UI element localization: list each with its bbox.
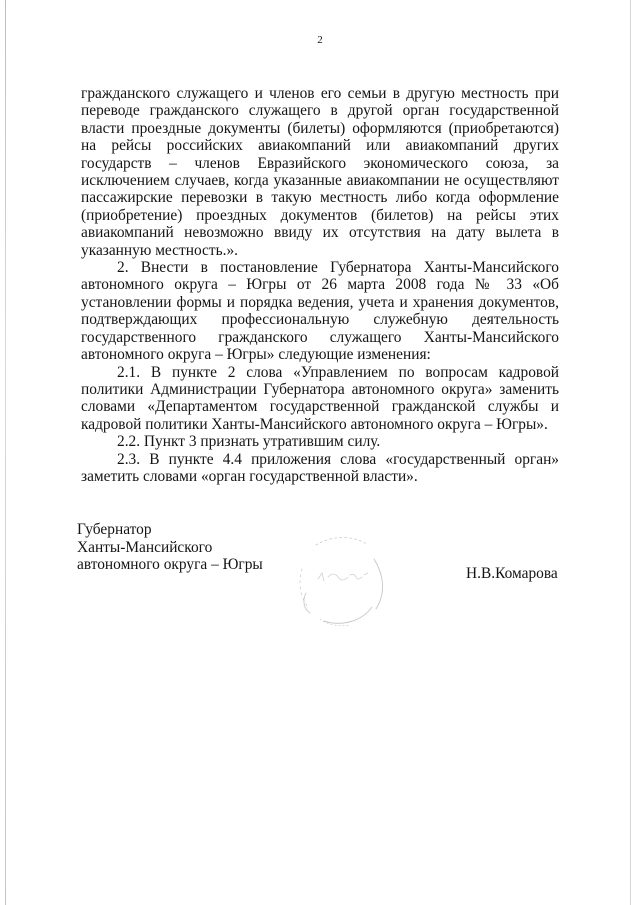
page-number: 2 (317, 34, 323, 46)
signatory-title-line: автономного округа – Югры (77, 556, 263, 574)
scan-edge-right (630, 0, 631, 905)
scan-edge-left (5, 0, 6, 905)
faint-stamp-seal (288, 531, 392, 633)
paragraph-item-2-3: 2.3. В пункте 4.4 приложения слова «государственный орган» заметить словами «орган государственной власти». (81, 450, 559, 485)
paragraph-item-2-1: 2.1. В пункте 2 слова «Управлением по вопросам кадровой политики Администрации Губернатора автономного округа» заменить словами «Департаментом государственной гражданской службы и кадровой политики Ханты-Мансийского автономного округа – Югры». (81, 363, 559, 433)
paragraph-continuation: гражданского служащего и членов его семьи в другую местность при переводе гражданского служащего в другой орган государственной власти проездные документы (билеты) оформляются (приобретаются) на рейсы российских авиакомпаний или авиакомпаний других государств – членов Евразийского экономического союза, за исключением случаев, когда указанные авиакомпании не осуществляют пассажирские перевозки в такую местность либо когда оформление (приобретение) проездных документов (билетов) на рейсы этих авиакомпаний невозможно ввиду их отсутствия на дату вылета в указанную местность.». (81, 85, 559, 259)
document-body (81, 85, 559, 485)
paragraph-item-2-2: 2.2. Пункт 3 признать утратившим силу. (117, 433, 381, 451)
signatory-name: Н.В.Комарова (466, 565, 558, 582)
paragraph-item-2: 2. Внести в постановление Губернатора Ханты-Мансийского автономного округа – Югры от 26 марта 2008 года № 33 «Об установлении формы и порядка ведения, учета и хранения документов, подтверждающих профессиональную служебную деятельность государственного гражданского служащего Ханты-Мансийского автономного округа – Югры» следующие изменения: (81, 259, 559, 364)
signatory-title-line: Губернатор (77, 521, 152, 538)
signatory-title-line: Ханты-Мансийского (77, 538, 213, 556)
signatory-title (77, 521, 263, 574)
